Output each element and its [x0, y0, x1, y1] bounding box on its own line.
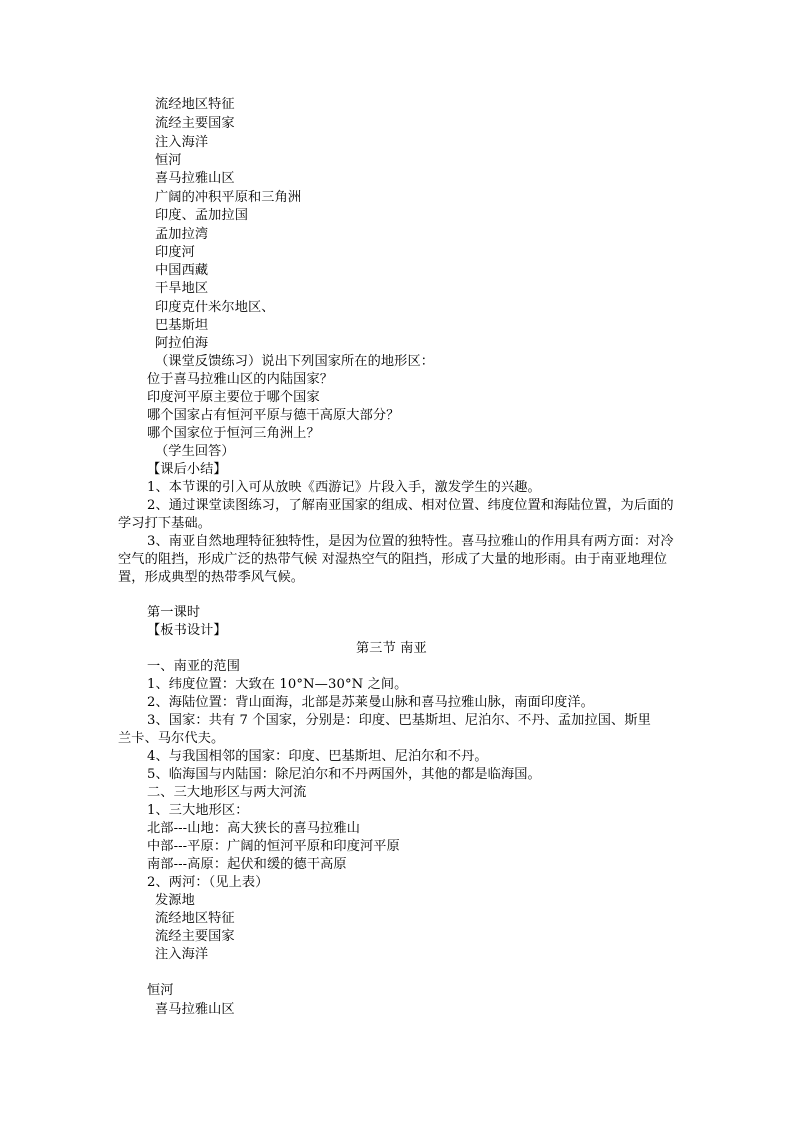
exercise-answer: （学生回答） — [155, 444, 235, 459]
table-row-label: 流经地区特征 — [155, 97, 235, 112]
lesson-label: 第一课时 — [147, 605, 201, 620]
river-item: 印度河 — [155, 245, 195, 260]
content-line: 南部---高原：起伏和缓的德干高原 — [147, 857, 347, 872]
table-row-label: 流经主要国家 — [155, 929, 235, 944]
summary-paragraph: 3、南亚自然地理特征独特性，是因为位置的独特性。喜马拉雅山的作用具有两方面：对冷空气的阻挡，形成广泛的热带气候 对湿热空气的阻挡，形成了大量的地形雨。由于南亚地理位置，形成典型的热带季风气候。 — [118, 534, 674, 585]
content-line: 2、两河：（见上表） — [147, 875, 269, 890]
content-line: 3、国家：共有 7 个国家，分别是：印度、巴基斯坦、尼泊尔、不丹、孟加拉国、斯里 — [147, 713, 651, 728]
table-row-label: 注入海洋 — [155, 947, 209, 962]
content-line: 兰卡、马尔代夫。 — [118, 731, 225, 746]
section-title: 第三节 南亚 — [356, 641, 427, 656]
river-item: 孟加拉湾 — [155, 227, 209, 242]
table-row-label: 流经地区特征 — [155, 911, 235, 926]
river-item: 恒河 — [147, 983, 174, 998]
summary-heading: 【课后小结】 — [147, 462, 227, 477]
content-line: 1、三大地形区： — [147, 803, 249, 818]
table-row-label: 流经主要国家 — [155, 116, 235, 131]
content-line: 2、海陆位置：背山面海，北部是苏莱曼山脉和喜马拉雅山脉，南面印度洋。 — [147, 695, 594, 710]
river-item: 巴基斯坦 — [155, 318, 209, 333]
river-item: 干旱地区 — [155, 281, 209, 296]
river-item: 喜马拉雅山区 — [155, 1002, 235, 1017]
river-item: 喜马拉雅山区 — [155, 171, 235, 186]
river-item: 恒河 — [155, 153, 182, 168]
content-line: 北部---山地：高大狭长的喜马拉雅山 — [147, 821, 360, 836]
summary-paragraph: 2、通过课堂读图练习，了解南亚国家的组成、相对位置、纬度位置和海陆位置，为后面的学习打下基础。 — [118, 498, 674, 531]
content-line: 1、纬度位置：大致在 10°N—30°N 之间。 — [147, 677, 408, 692]
exercise-question: 印度河平原主要位于哪个国家 — [147, 390, 320, 405]
exercise-question: 哪个国家位于恒河三角洲上？ — [147, 426, 320, 441]
board-heading: 【板书设计】 — [147, 623, 227, 638]
exercise-prompt: （课堂反馈练习）说出下列国家所在的地形区： — [155, 354, 435, 369]
table-row-label: 发源地 — [155, 893, 195, 908]
exercise-question: 位于喜马拉雅山区的内陆国家？ — [147, 372, 334, 387]
exercise-question: 哪个国家占有恒河平原与德干高原大部分？ — [147, 408, 400, 423]
section-heading: 一、南亚的范围 — [147, 659, 241, 674]
river-item: 中国西藏 — [155, 263, 209, 278]
river-item: 广阔的冲积平原和三角洲 — [155, 190, 302, 205]
summary-paragraph: 1、本节课的引入可从放映《西游记》片段入手，激发学生的兴趣。 — [147, 480, 541, 495]
river-item: 印度克什米尔地区、 — [155, 300, 275, 315]
content-line: 5、临海国与内陆国：除尼泊尔和不丹两国外，其他的都是临海国。 — [147, 767, 541, 782]
river-item: 阿拉伯海 — [155, 336, 209, 351]
content-line: 4、与我国相邻的国家：印度、巴基斯坦、尼泊尔和不丹。 — [147, 749, 488, 764]
content-line: 中部---平原：广阔的恒河平原和印度河平原 — [147, 839, 400, 854]
river-item: 印度、孟加拉国 — [155, 208, 249, 223]
table-row-label: 注入海洋 — [155, 135, 209, 150]
section-heading: 二、三大地形区与两大河流 — [147, 785, 307, 800]
